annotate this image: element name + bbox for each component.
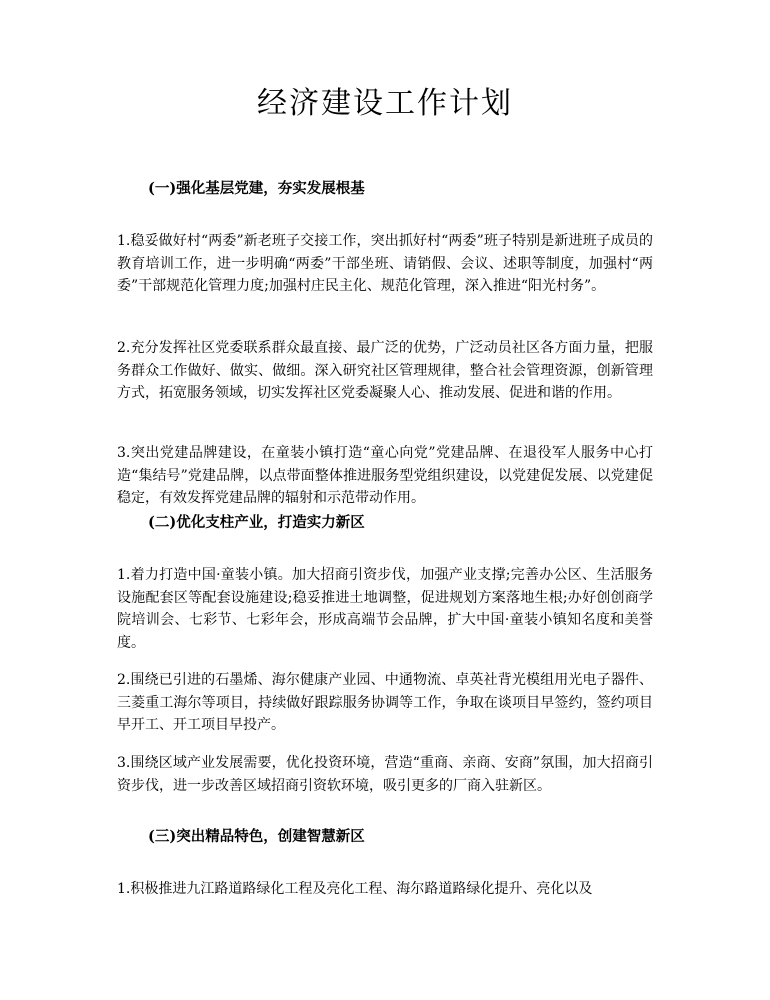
- paragraph: 3.突出党建品牌建设，在童装小镇打造“童心向党”党建品牌、在退役军人服务中心打造“集结号”党建品牌，以点带面整体推进服务型党组织建设，以党建促发展、以党建促稳定，有效发挥党建品牌的辐射和示范带动作用。: [117, 445, 653, 506]
- paragraph: 2.围绕已引进的石墨烯、海尔健康产业园、中通物流、卓英社背光模组用光电子器件、三菱重工海尔等项目，持续做好跟踪服务协调等工作，争取在谈项目早签约，签约项目早开工、开工项目早投产。: [117, 672, 653, 733]
- section-heading-1: (一)强化基层党建，夯实发展根基: [148, 180, 365, 197]
- paragraph: 3.围绕区域产业发展需要，优化投资环境，营造“重商、亲商、安商”氛围，加大招商引资步伐，进一步改善区域招商引资软环境，吸引更多的厂商入驻新区。: [117, 755, 653, 794]
- paragraph: 1.稳妥做好村“两委”新老班子交接工作，突出抓好村“两委”班子特别是新进班子成员的教育培训工作，进一步明确“两委”干部坐班、请销假、会议、述职等制度，加强村“两委”干部规范化管理力度;加强村庄民主化、规范化管理，深入推进“阳光村务”。: [117, 233, 653, 294]
- paragraph: 2.充分发挥社区党委联系群众最直接、最广泛的优势，广泛动员社区各方面力量，把服务群众工作做好、做实、做细。深入研究社区管理规律，整合社会管理资源，创新管理方式，拓宽服务领域，切实发挥社区党委凝聚人心、推动发展、促进和谐的作用。: [117, 340, 653, 401]
- paragraph: 1.积极推进九江路道路绿化工程及亮化工程、海尔路道路绿化提升、亮化以及: [117, 881, 593, 897]
- section-heading-2: (二)优化支柱产业，打造实力新区: [148, 514, 365, 531]
- document-title: 经济建设工作计划: [257, 86, 513, 121]
- section-heading-3: (三)突出精品特色，创建智慧新区: [148, 828, 365, 845]
- paragraph: 1.着力打造中国·童装小镇。加大招商引资步伐，加强产业支撑;完善办公区、生活服务设施配套区等配套设施建设;稳妥推进土地调整，促进规划方案落地生根;办好创创商学院培训会、七彩节、七彩年会，形成高端节会品牌，扩大中国·童装小镇知名度和美誉度。: [117, 567, 653, 651]
